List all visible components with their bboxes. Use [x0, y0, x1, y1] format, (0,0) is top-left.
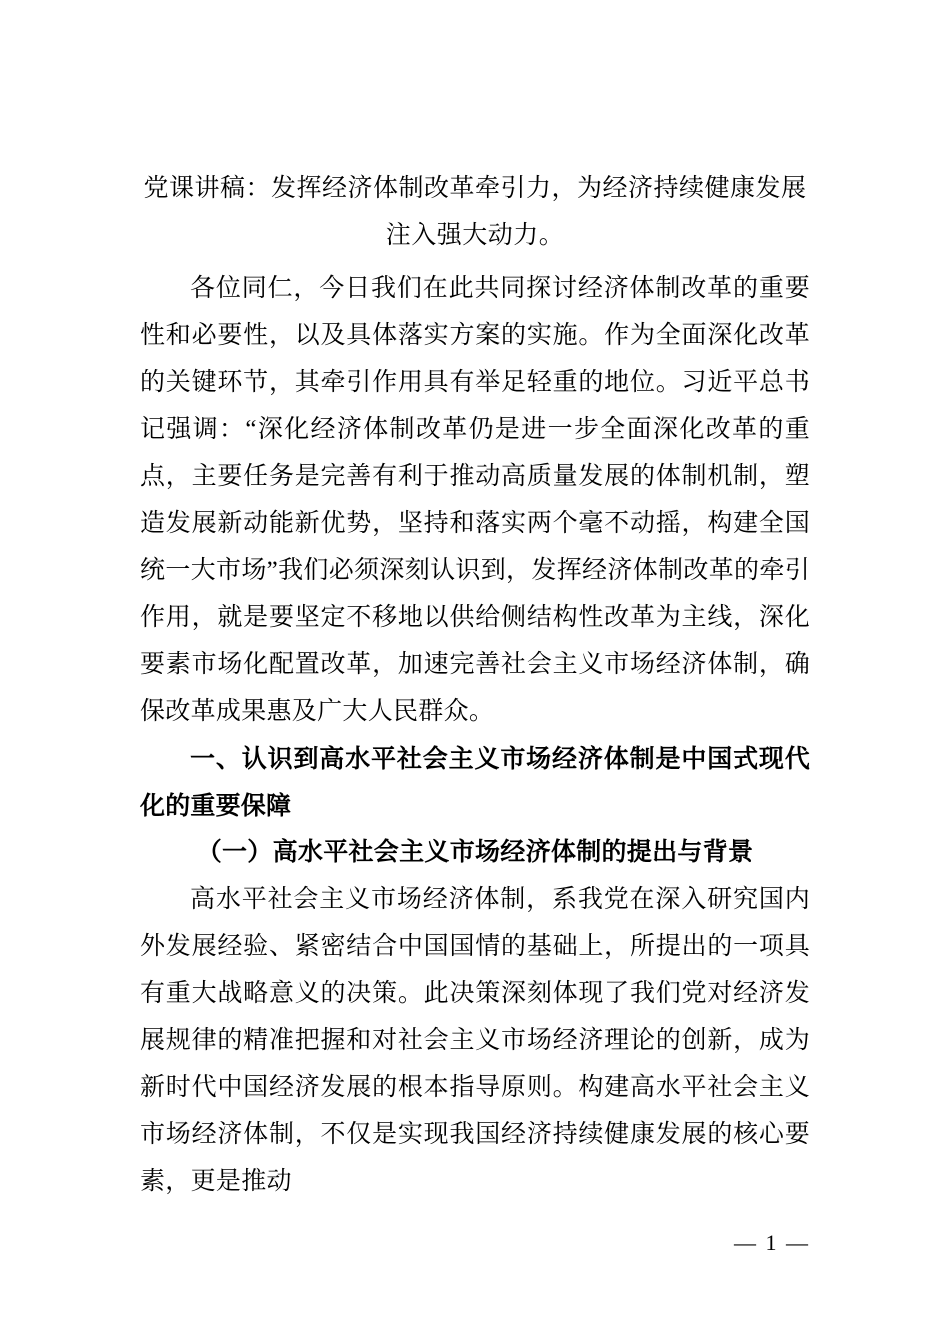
section-heading-1: 一、认识到高水平社会主义市场经济体制是中国式现代化的重要保障	[140, 744, 810, 820]
page-number: — 1 —	[734, 1230, 810, 1255]
paragraph-intro: 各位同仁，今日我们在此共同探讨经济体制改革的重要性和必要性，以及具体落实方案的实施。作为全面深化改革的关键环节，其牵引作用具有举足轻重的地位。习近平总书记强调：“深化经济体制改革仍是进一步全面深化改革的重点，主要任务是完善有利于推动高质量发展的体制机制，塑造发展新动能新优势，坚持和落实两个毫不动摇，构建全国统一大市场”我们必须深刻认识到，发挥经济体制改革的牵引作用，就是要坚定不移地以供给侧结构性改革为主线，深化要素市场化配置改革，加速完善社会主义市场经济体制，确保改革成果惠及广大人民群众。	[140, 275, 810, 725]
paragraph-body-1: 高水平社会主义市场经济体制，系我党在深入研究国内外发展经验、紧密结合中国国情的基础上，所提出的一项具有重大战略意义的决策。此决策深刻体现了我们党对经济发展规律的精准把握和对社会主义市场经济理论的创新，成为新时代中国经济发展的根本指导原则。构建高水平社会主义市场经济体制，不仅是实现我国经济持续健康发展的核心要素，更是推动	[140, 886, 810, 1195]
subsection-heading-1: （一）高水平社会主义市场经济体制的提出与背景	[196, 839, 754, 866]
page-title: 党课讲稿：发挥经济体制改革牵引力，为经济持续健康发展注入强大动力。	[143, 175, 807, 249]
